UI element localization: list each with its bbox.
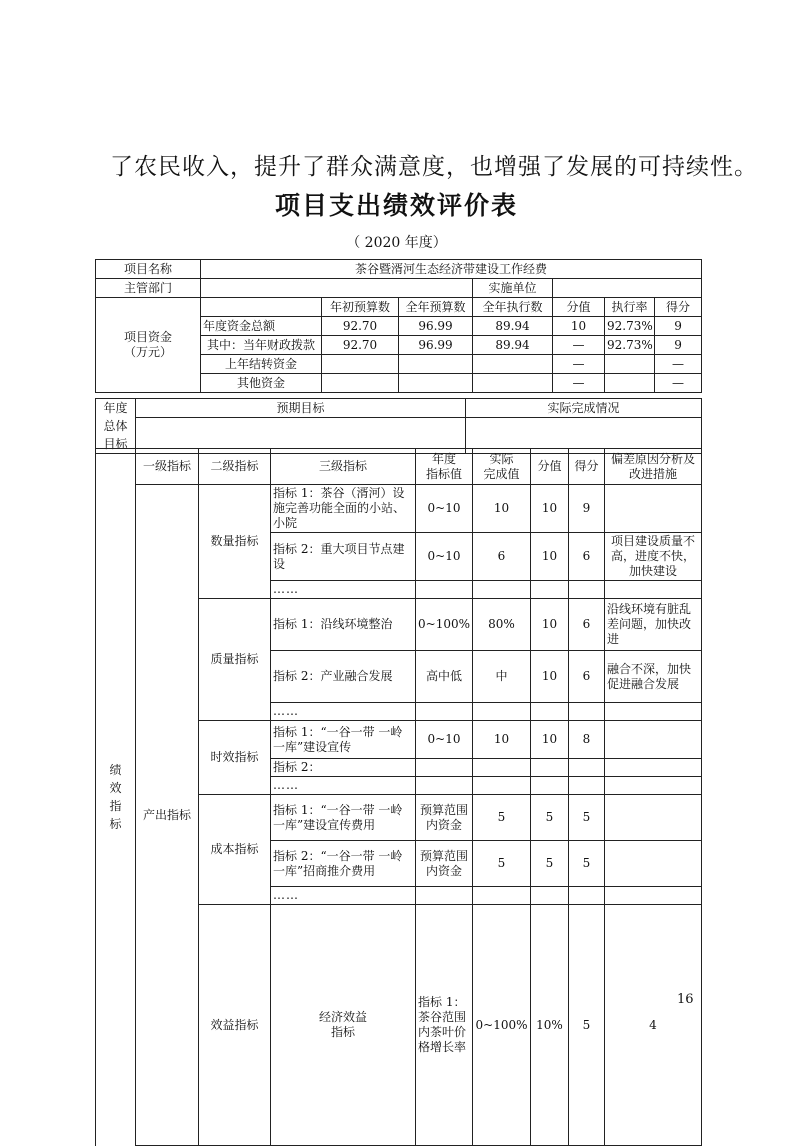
table-title: 项目支出绩效评价表 [274, 191, 518, 220]
goals-label: 年度 总体 目标 [96, 399, 136, 454]
funds-cell: 89.94 [473, 336, 553, 355]
funds-header: 分值 [553, 298, 605, 317]
funds-cell: 96.99 [399, 336, 473, 355]
funds-label: 项目资金 [123, 330, 172, 344]
indicator-score: 5 [531, 795, 569, 841]
indicator-actual: 10 [473, 721, 531, 759]
funds-cell [399, 374, 473, 393]
funds-cell: 92.70 [322, 336, 399, 355]
indicator-note [605, 485, 702, 533]
ellipsis-cell: …… [271, 703, 416, 721]
indicator-actual: 中 [473, 651, 531, 703]
table-row [96, 485, 702, 533]
funds-unit: （万元） [123, 345, 172, 359]
indicator-note: 融合不深，加快促进融合发展 [605, 651, 702, 703]
indicator-actual: 10 [473, 485, 531, 533]
indicator-name: 指标 1：“一谷一带 一岭一库”建设宣传 [271, 721, 416, 759]
indicator-actual: 5 [473, 841, 531, 887]
perf-side-label: 绩 效 指 标 [96, 449, 136, 1146]
funds-row-label: 其中：当年财政拨款 [201, 336, 322, 355]
level2-economic: 经济效益 指标 [271, 905, 416, 1146]
level2-quality: 质量指标 [199, 599, 271, 721]
indicator-name: 指标 2： [271, 759, 416, 777]
indicator-note [605, 841, 702, 887]
indicator-actual: 5 [473, 795, 531, 841]
funds-cell: — [553, 355, 605, 374]
funds-cell [473, 355, 553, 374]
indicator-got: 4 [605, 905, 702, 1146]
funds-cell: 92.70 [322, 317, 399, 336]
indicator-target: 0~10 [416, 533, 473, 581]
funds-header-blank [201, 298, 322, 317]
funds-cell [399, 355, 473, 374]
funds-header: 执行率 [605, 298, 655, 317]
funds-header: 年初预算数 [322, 298, 399, 317]
funds-cell: — [655, 355, 702, 374]
indicator-target: 预算范围内资金 [416, 841, 473, 887]
perf-col-header: 三级指标 [271, 449, 416, 485]
funds-cell: 9 [655, 336, 702, 355]
funds-cell: 10 [553, 317, 605, 336]
intro-paragraph: 了农民收入，提升了群众满意度，也增强了发展的可持续性。 [110, 154, 758, 180]
funds-cell: 96.99 [399, 317, 473, 336]
indicator-note [605, 795, 702, 841]
level1-output: 产出指标 [136, 485, 199, 1146]
indicator-target: 0~10 [416, 721, 473, 759]
indicator-target: 高中低 [416, 651, 473, 703]
funds-cell [322, 355, 399, 374]
indicator-name: 指标 1：沿线环境整治 [271, 599, 416, 651]
level2-time: 时效指标 [199, 721, 271, 795]
indicator-score: 10 [531, 533, 569, 581]
indicator-note: 沿线环境有脏乱差问题，加快改进 [605, 599, 702, 651]
indicator-got: 6 [569, 533, 605, 581]
funds-cell [473, 374, 553, 393]
indicator-score: 10 [531, 485, 569, 533]
funds-row-label: 其他资金 [201, 374, 322, 393]
indicator-note [605, 721, 702, 759]
perf-col-header: 偏差原因分析及 改进措施 [605, 449, 702, 485]
page-number: 16 [677, 992, 694, 1007]
indicator-target: 预算范围内资金 [416, 795, 473, 841]
year-label: （ 2020 年度） [346, 235, 447, 251]
indicator-got: 6 [569, 651, 605, 703]
funds-cell: 92.73% [605, 336, 655, 355]
perf-col-header: 二级指标 [199, 449, 271, 485]
indicator-got: 9 [569, 485, 605, 533]
funds-cell: 92.73% [605, 317, 655, 336]
annual-goals-table [95, 398, 702, 454]
indicator-name: 指标 2：重大项目节点建设 [271, 533, 416, 581]
funds-cell: 9 [655, 317, 702, 336]
indicator-score: 10 [531, 721, 569, 759]
indicator-target: 0~100% [416, 599, 473, 651]
funds-row-label: 上年结转资金 [201, 355, 322, 374]
ellipsis-cell: …… [271, 887, 416, 905]
funds-cell [605, 374, 655, 393]
project-name-value: 茶谷暨湑河生态经济带建设工作经费 [201, 260, 702, 279]
ellipsis-cell: …… [271, 581, 416, 599]
perf-col-header: 得分 [569, 449, 605, 485]
goals-actual-header: 实际完成情况 [466, 399, 702, 418]
funds-cell [605, 355, 655, 374]
unit-value [553, 279, 702, 298]
level2-quantity: 数量指标 [199, 485, 271, 599]
indicator-score: 5 [531, 841, 569, 887]
indicator-name: 指标 2：产业融合发展 [271, 651, 416, 703]
indicator-score: 10 [531, 599, 569, 651]
indicator-got: 5 [569, 841, 605, 887]
indicator-got: 5 [569, 795, 605, 841]
indicator-actual: 6 [473, 533, 531, 581]
indicator-name: 指标 1：茶谷（湑河）设施完善功能全面的小站、小院 [271, 485, 416, 533]
indicator-score: 10 [531, 651, 569, 703]
project-name-label: 项目名称 [96, 260, 201, 279]
funds-header: 全年执行数 [473, 298, 553, 317]
perf-col-header: 实际 完成值 [473, 449, 531, 485]
indicator-got: 8 [569, 721, 605, 759]
funds-row-label: 年度资金总额 [201, 317, 322, 336]
goals-expected-header: 预期目标 [136, 399, 466, 418]
ellipsis-cell: …… [271, 777, 416, 795]
perf-col-header: 一级指标 [136, 449, 199, 485]
perf-col-header: 年度 指标值 [416, 449, 473, 485]
indicator-actual: 10% [531, 905, 569, 1146]
funds-cell [322, 374, 399, 393]
dept-value [201, 279, 473, 298]
perf-col-header: 分值 [531, 449, 569, 485]
indicator-name: 指标 1：茶谷范围内茶叶价格增长率 [416, 905, 473, 1146]
performance-indicators-table [95, 448, 702, 1146]
dept-label: 主管部门 [96, 279, 201, 298]
indicator-actual: 80% [473, 599, 531, 651]
funds-cell: 89.94 [473, 317, 553, 336]
indicator-score: 5 [569, 905, 605, 1146]
funds-label-cell [96, 298, 201, 393]
indicator-target: 0~10 [416, 485, 473, 533]
level2-cost: 成本指标 [199, 795, 271, 905]
indicator-name: 指标 1：“一谷一带 一岭一库”建设宣传费用 [271, 795, 416, 841]
level1-benefit: 效益指标 [199, 905, 271, 1146]
funds-cell: — [553, 336, 605, 355]
funds-header: 全年预算数 [399, 298, 473, 317]
funds-header: 得分 [655, 298, 702, 317]
indicator-name: 指标 2：“一谷一带 一岭一库”招商推介费用 [271, 841, 416, 887]
funds-cell: — [655, 374, 702, 393]
indicator-got: 6 [569, 599, 605, 651]
indicator-note: 项目建设质量不高，进度不快，加快建设 [605, 533, 702, 581]
funds-cell: — [553, 374, 605, 393]
project-funds-table [95, 259, 702, 393]
indicator-target: 0~100% [473, 905, 531, 1146]
unit-label: 实施单位 [473, 279, 553, 298]
